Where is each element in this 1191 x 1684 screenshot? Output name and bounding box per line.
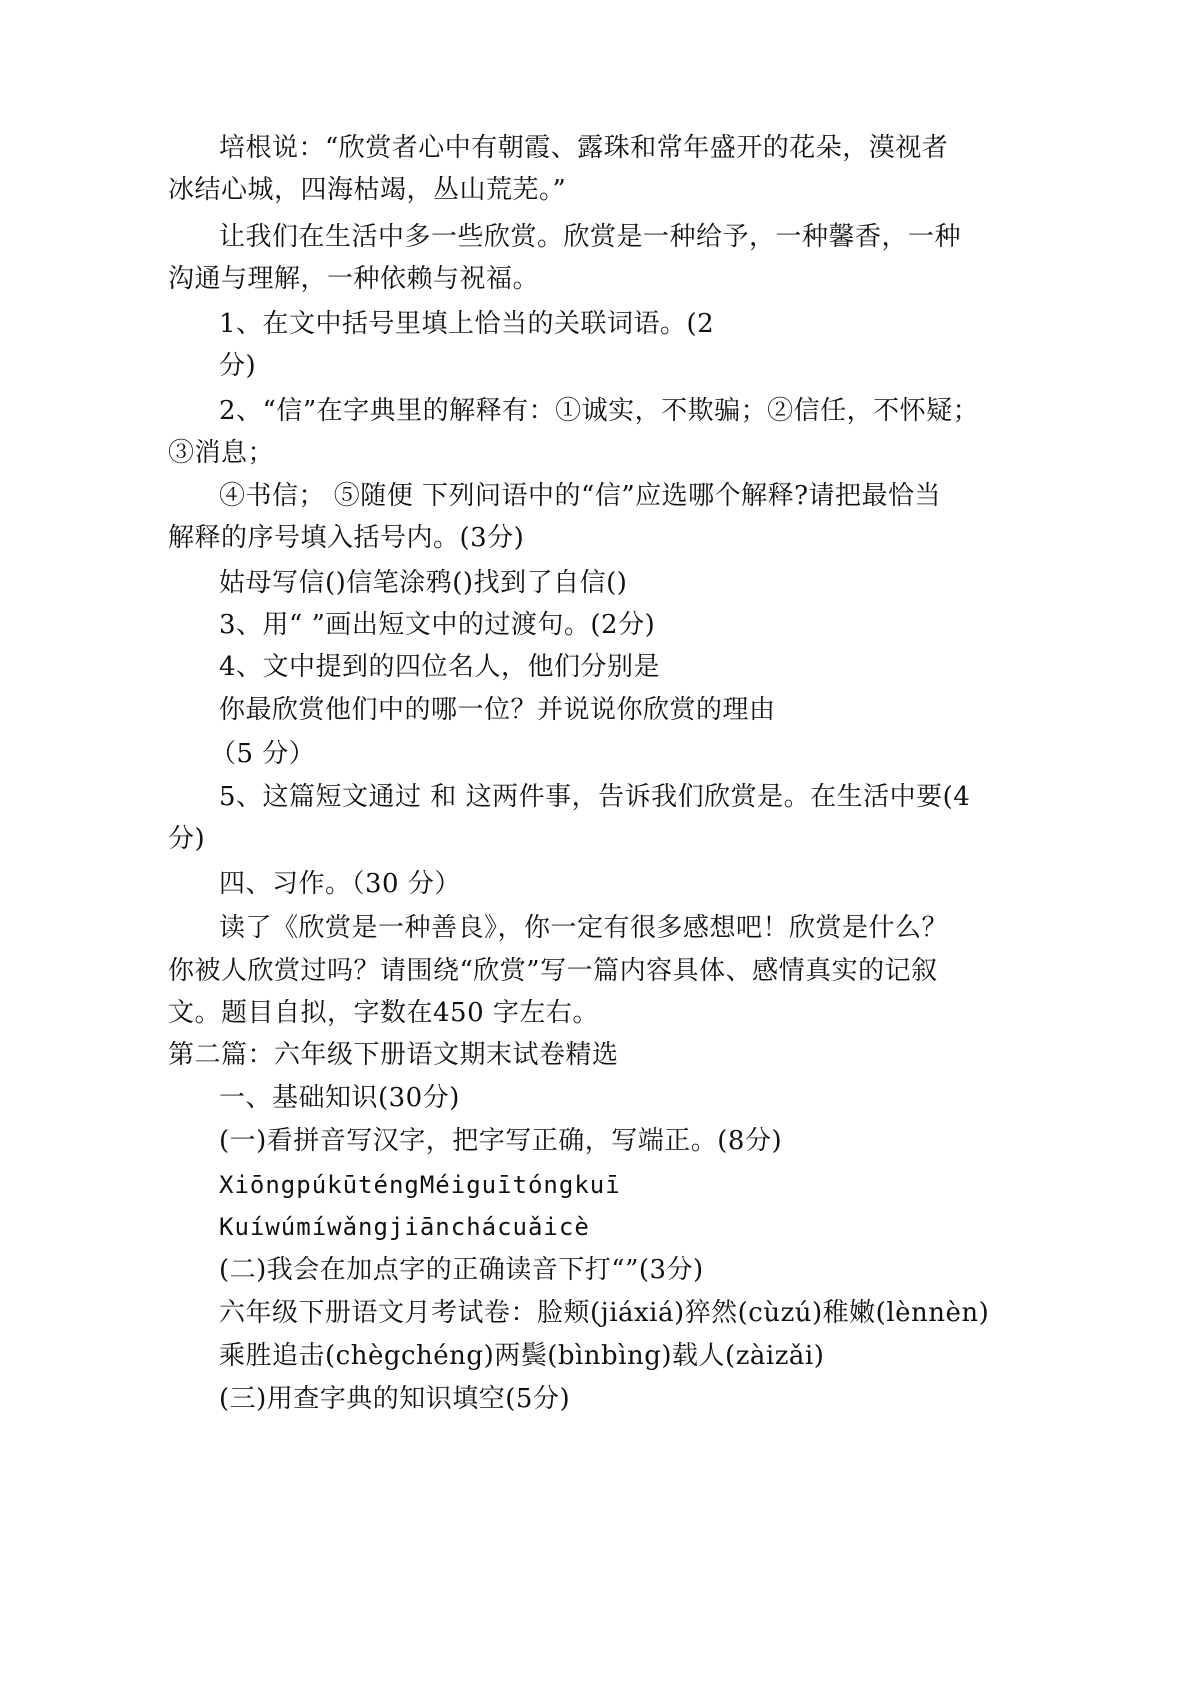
- section-heading: 第二篇：六年级下册语文期末试卷精选: [168, 1040, 619, 1070]
- text-line: ③消息；: [168, 438, 275, 468]
- text-line: 冰结心城，四海枯竭，丛山荒芜。”: [168, 175, 567, 205]
- text-line: 六年级下册语文月考试卷：脸颊(jiáxiá)猝然(cùzú)稚嫩(lènnèn): [219, 1298, 990, 1328]
- text-line: 四、习作。（30 分）: [219, 869, 461, 899]
- pinyin-line: XiōngpúkūténgMéiguītóngkuī: [219, 1171, 621, 1199]
- text-line: 2、“信”在字典里的解释有：①诚实，不欺骗；②信任，不怀疑；: [219, 396, 980, 426]
- text-line: (一)看拼音写汉字，把字写正确，写端正。(8分): [219, 1126, 783, 1156]
- text-line: 你最欣赏他们中的哪一位？并说说你欣赏的理由: [219, 695, 776, 725]
- text-line: 乘胜追击(chègchéng)两鬓(bìnbìng)载人(zàizǎi): [219, 1341, 825, 1371]
- text-line: 解释的序号填入括号内。(3分): [168, 523, 525, 553]
- text-line: 读了《欣赏是一种善良》，你一定有很多感想吧！欣赏是什么？: [219, 913, 949, 943]
- text-line: 姑母写信()信笔涂鸦()找到了自信(): [219, 568, 628, 598]
- pinyin-line: Kuíwúmíwǎngjiānchácuǎicè: [219, 1213, 590, 1241]
- text-line: 分): [168, 824, 206, 854]
- text-line: 一、基础知识(30分): [219, 1083, 460, 1113]
- text-line: 3、用“ ”画出短文中的过渡句。(2分): [219, 610, 656, 640]
- text-line: 你被人欣赏过吗？请围绕“欣赏”写一篇内容具体、感情真实的记叙: [168, 956, 938, 986]
- text-line: 1、在文中括号里填上恰当的关联词语。(2: [219, 309, 715, 339]
- text-line: 5、这篇短文通过 和 这两件事，告诉我们欣赏是。在生活中要(4: [219, 782, 971, 812]
- text-line: (二)我会在加点字的正确读音下打“”(3分): [219, 1255, 704, 1285]
- text-line: 沟通与理解，一种依赖与祝福。: [168, 264, 540, 294]
- text-line: （5 分）: [210, 739, 316, 769]
- text-line: ④书信； ⑤随便 下列问语中的“信”应选哪个解释?请把最恰当: [219, 481, 942, 511]
- text-line: 让我们在生活中多一些欣赏。欣赏是一种给予，一种馨香，一种: [219, 222, 962, 252]
- text-line: (三)用查字典的知识填空(5分): [219, 1384, 571, 1414]
- text-line: 分): [219, 351, 257, 381]
- text-line: 4、文中提到的四位名人，他们分别是: [219, 652, 661, 682]
- text-line: 培根说：“欣赏者心中有朝霞、露珠和常年盛开的花朵，漠视者: [219, 133, 949, 163]
- text-line: 文。题目自拟，字数在450 字左右。: [168, 998, 599, 1028]
